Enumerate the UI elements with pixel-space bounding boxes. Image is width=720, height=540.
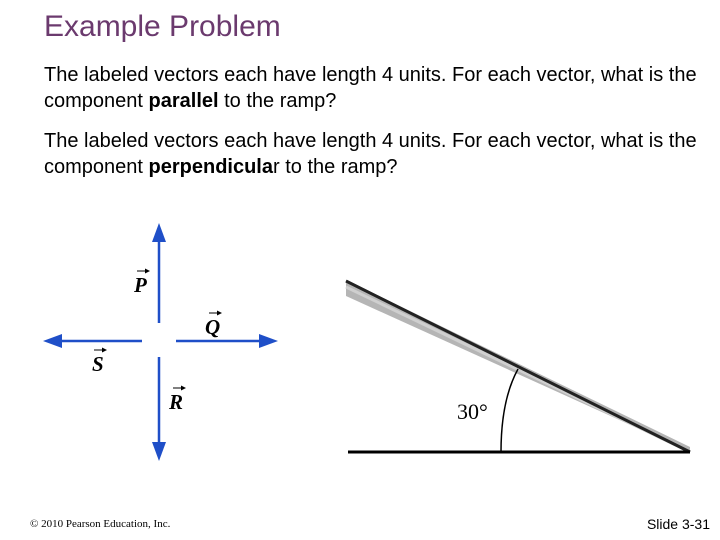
question-perpendicular-text: The labeled vectors each have length 4 units. For each vector, what is the component [44,130,697,178]
vector-s-arrow [43,334,142,348]
question-parallel-text: The labeled vectors each have length 4 units. For each vector, what is the component [44,64,697,112]
vector-s-label-group [92,348,107,377]
angle-arc [501,369,518,452]
slide-number: Slide 3-31 [646,516,710,532]
vector-p-label: P [134,273,147,297]
perpendicular-emphasis: perpendicula [148,156,273,178]
angle-label: 30° [457,399,488,424]
vector-q-arrow [176,334,278,348]
parallel-emphasis: parallel [148,90,219,112]
ramp [346,280,690,452]
copyright-notice: © 2010 Pearson Education, Inc. [30,518,171,530]
question-parallel-end: to the ramp? [218,90,337,112]
vector-r-arrow [152,357,166,461]
vector-s-label: S [92,352,104,376]
vector-r-label-group [168,386,186,415]
slide-title: Example Problem [44,10,281,43]
vector-p-arrow [152,223,166,323]
vector-r-label: R [169,390,184,414]
vector-q-label-group [205,311,222,340]
vector-q-label: Q [205,315,221,339]
question-perpendicular-end: r to the ramp? [273,156,398,178]
vector-p-label-group [133,269,150,298]
